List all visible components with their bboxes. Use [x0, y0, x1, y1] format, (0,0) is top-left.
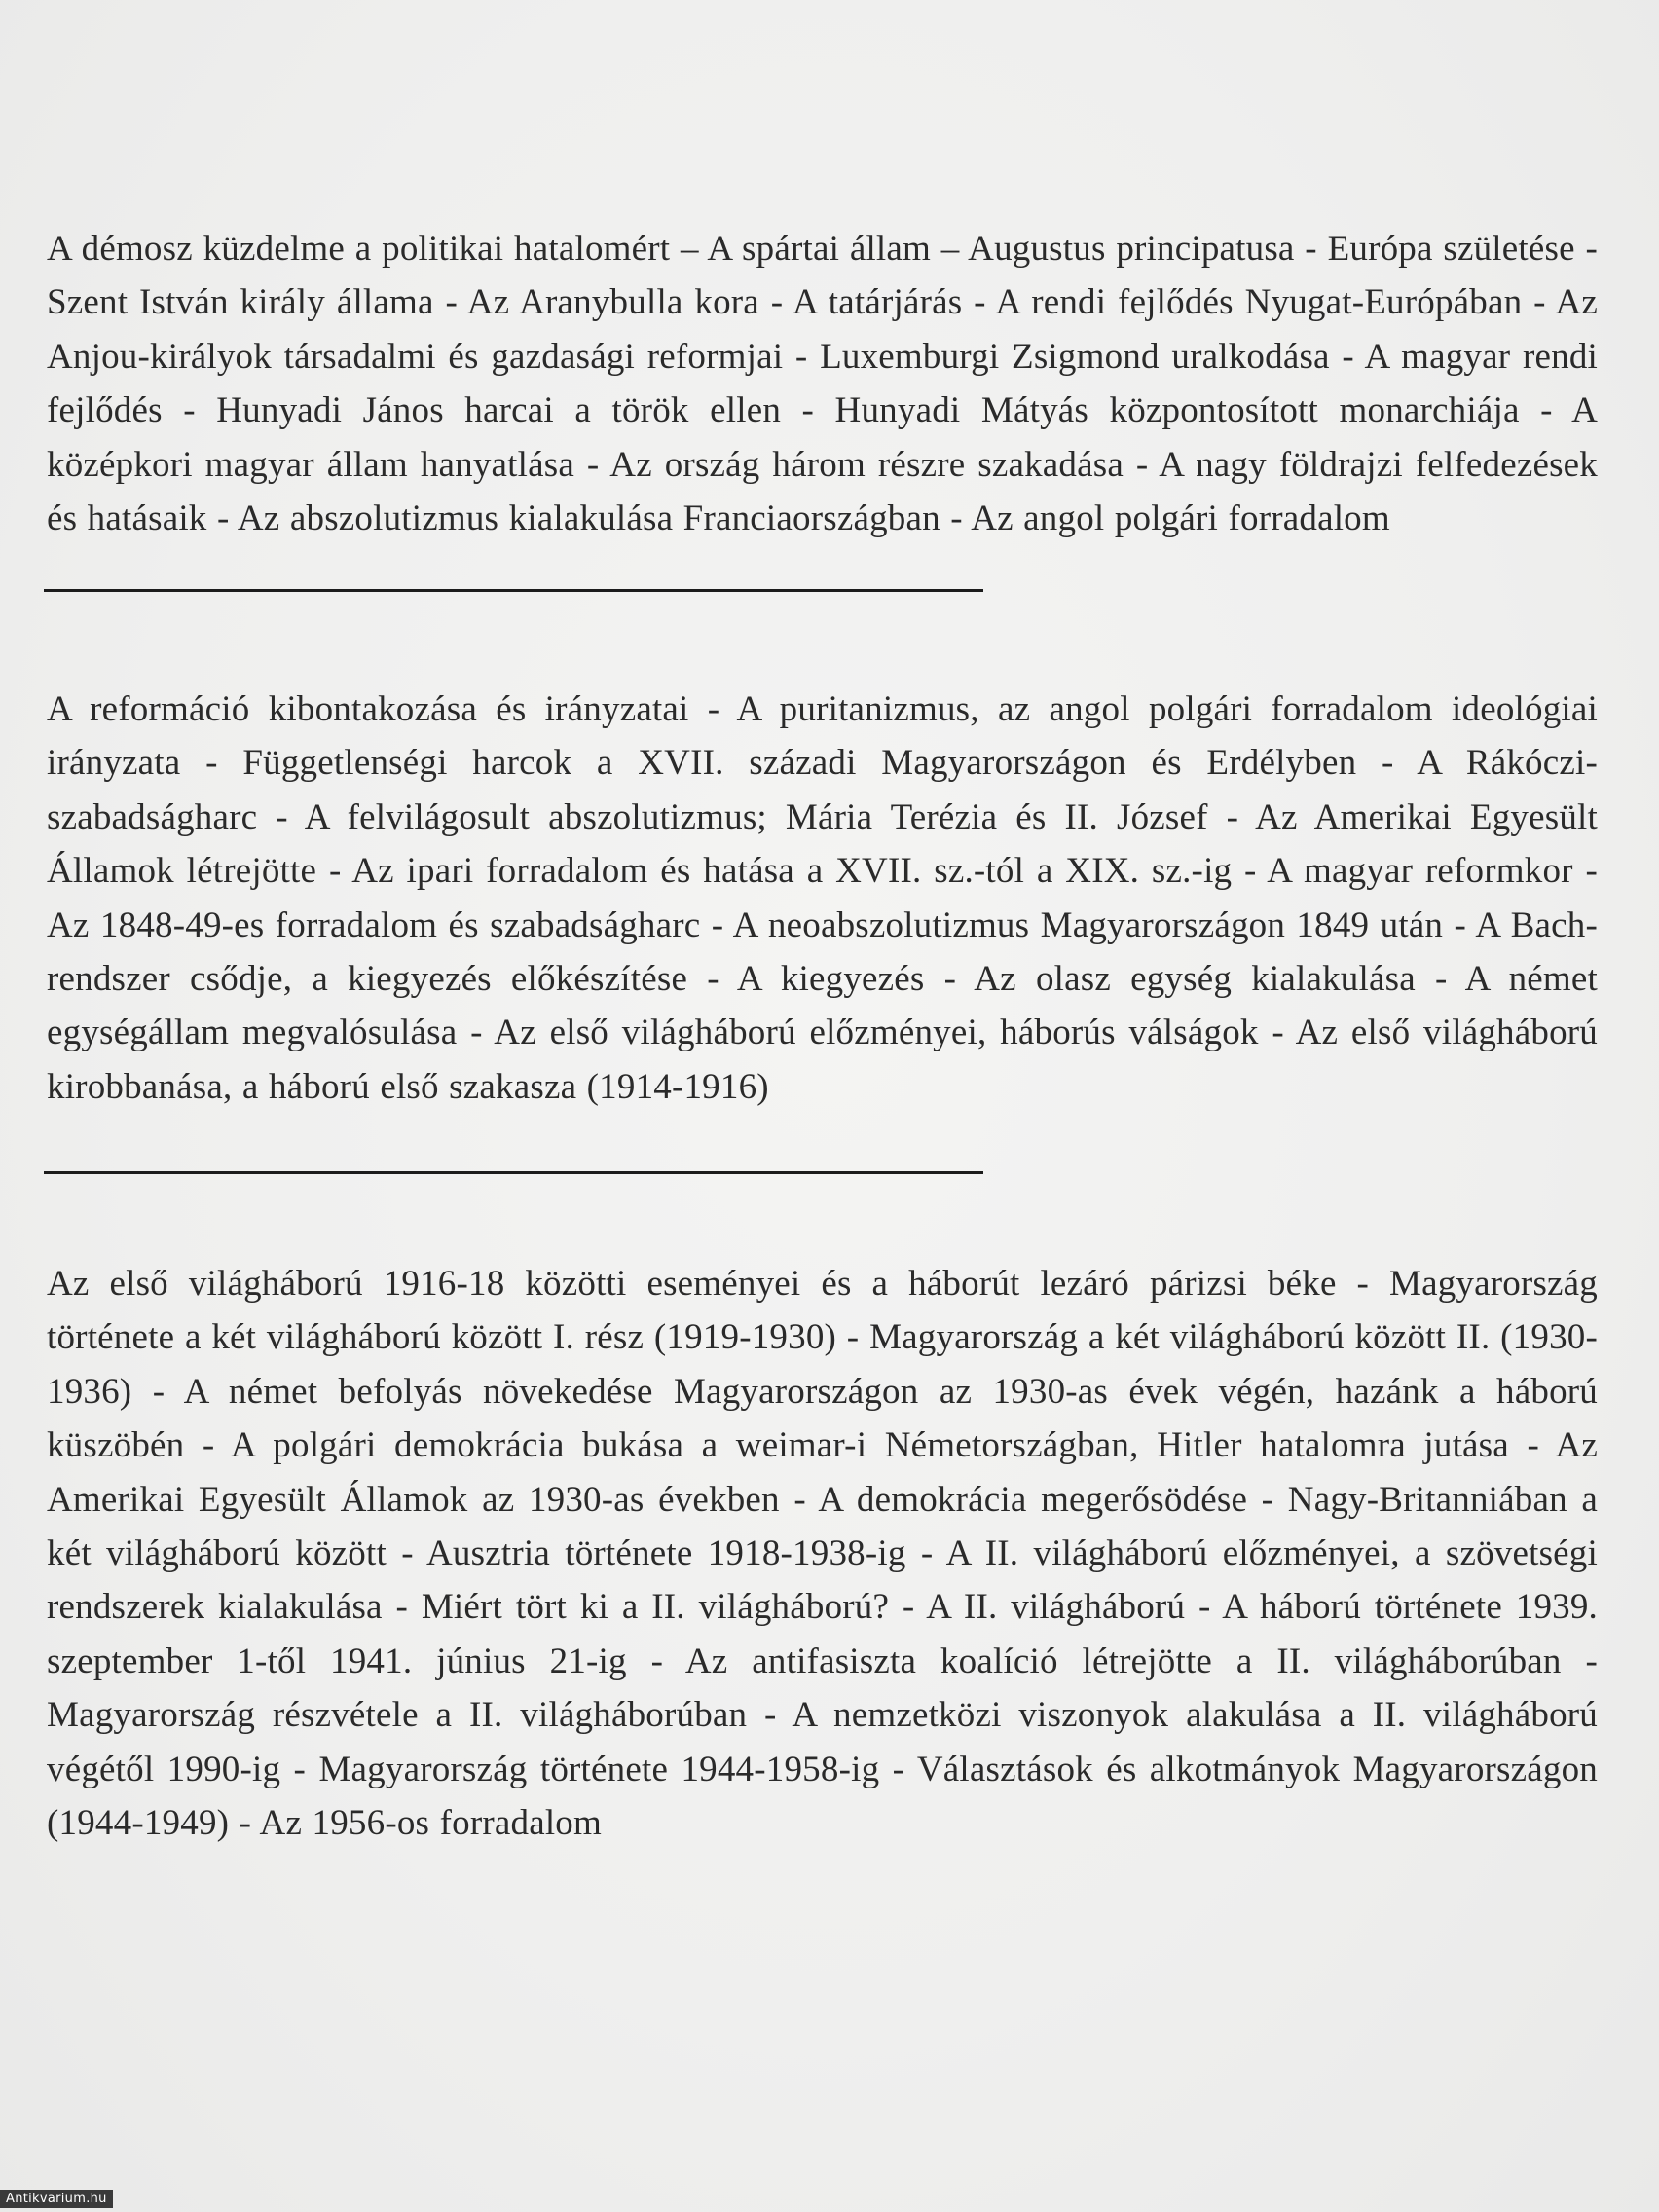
contents-section-3: Az első világháború 1916-18 közötti eseményei és a háborút lezáró párizsi béke - Magyarország története a két világháború között I. rész (1919-1930) - Magyarország a két világháború között II. (1930-1936) - A német befolyás növekedése Magyarországon az 1930-as évek végén, hazánk a háború küszöbén - A polgári demokrácia bukása a weimar-i Németországban, Hitler hatalomra jutása - Az Amerikai Egyesült Államok az 1930-as években - A demokrácia megerősödése - Nagy-Britanniában a két világháború között - Ausztria története 1918-1938-ig - A II. világháború előzményei, a szövetségi rendszerek kialakulása - Miért tört ki a II. világháború? - A II. világháború - A háború története 1939. szeptember 1-től 1941. június 21-ig - Az antifasiszta koalíció létrejötte a II. világháborúban - Magyarország részvétele a II. világháborúban - A nemzetközi viszonyok alakulása a II. világháború végétől 1990-ig - Magyarország története 1944-1958-ig - Választások és alkotmányok Magyarországon (1944-1949) - Az 1956-os forradalom [47, 1264, 1598, 1844]
section-divider-1 [44, 589, 983, 592]
contents-section-2: A reformáció kibontakozása és irányzatai - A puritanizmus, az angol polgári forradalom ideológiai irányzata - Függetlenségi harcok a XVII. századi Magyarországon és Erdélyben - A Rákóczi-szabadságharc - A felvilágosult abszolutizmus; Mária Terézia és II. József - Az Amerikai Egyesült Államok létrejötte - Az ipari forradalom és hatása a XVII. sz.-tól a XIX. sz.-ig - A magyar reformkor - Az 1848-49-es forradalom és szabadságharc - A neoabszolutizmus Magyarországon 1849 után - A Bach-rendszer csődje, a kiegyezés előkészítése - A kiegyezés - Az olasz egység kialakulása - A német egységállam megvalósulása - Az első világháború előzményei, háborús válságok - Az első világháború kirobbanása, a háború első szakasza (1914-1916) [47, 689, 1598, 1107]
contents-section-1: A démosz küzdelme a politikai hatalomért – A spártai állam – Augustus principatusa - Európa születése - Szent István király állama - Az Aranybulla kora - A tatárjárás - A rendi fejlődés Nyugat-Európában - Az Anjou-királyok társadalmi és gazdasági reformjai - Luxemburgi Zsigmond uralkodása - A magyar rendi fejlődés - Hunyadi János harcai a török ellen - Hunyadi Mátyás központosított monarchiája - A középkori magyar állam hanyatlása - Az ország három részre szakadása - A nagy földrajzi felfedezések és hatásaik - Az abszolutizmus kialakulása Franciaországban - Az angol polgári forradalom [47, 229, 1598, 539]
source-watermark: Antikvarium.hu [0, 2190, 113, 2208]
section-divider-2 [44, 1171, 983, 1174]
